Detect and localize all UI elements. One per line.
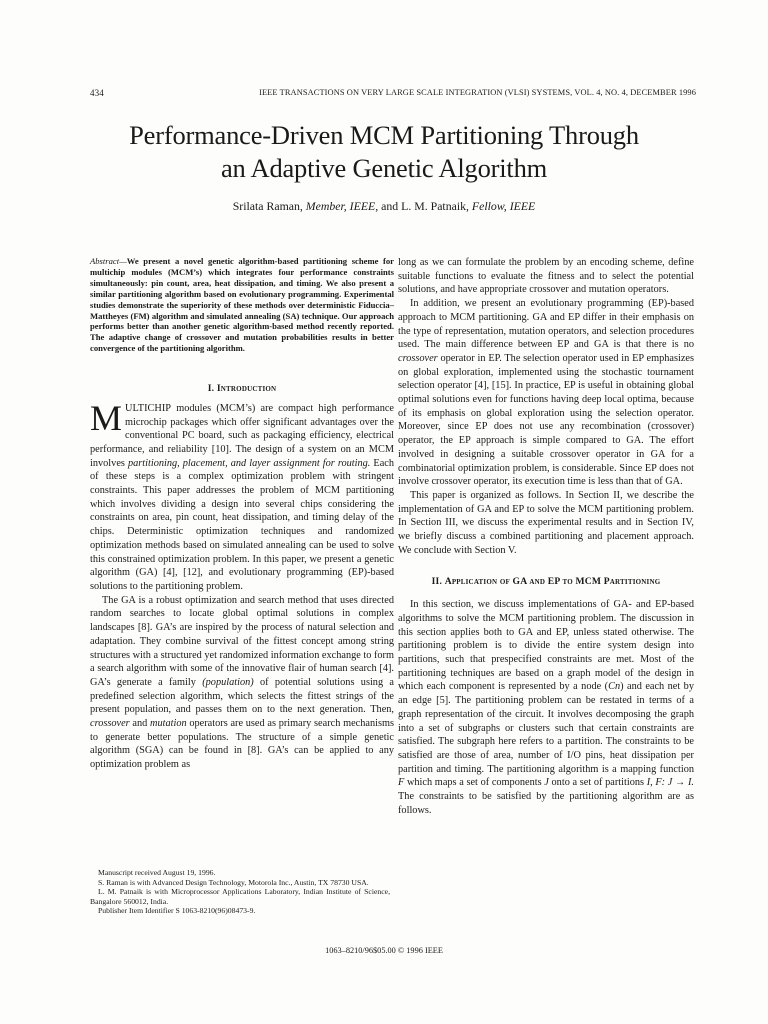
author-1: Srilata Raman, [232, 199, 303, 213]
section-2-paragraph-1 [398, 598, 694, 817]
title-line-1: Performance-Driven MCM Partitioning Through [129, 120, 639, 150]
right-p2-text-b: operator in EP. The selection operator used in EP emphasizes on global exploration, implemented using the stochastic tournament selection operator [4], [15]. In practice, EP is useful in obtaining global optimal solutions even for functions having deep local optima, because of its emphasis on global exploration using the selection operator. Moreover, since EP does not use any recombination (crossover) operator, the EP approach is simple compared to GA. The effort involved in designing a suitable crossover operator in GA for a combinatorial optimization problem, is considerable. Since EP does not involve crossover operator, its execution time is less than that of GA. [398, 352, 694, 488]
right-paragraph-2 [398, 297, 694, 489]
author-2: L. M. Patnaik, [401, 199, 469, 213]
title-line-2: an Adaptive Genetic Algorithm [220, 153, 548, 183]
author-conjunction: and [381, 199, 399, 213]
intro-p2-text-a: The GA is a robust optimization and search method that uses directed random searches to locate global optimal solutions in complex landscapes [8]. GA’s are inspired by the process of natural selection and adaptation. They combine survival of the fittest concept among string structures with a structured yet randomized information exchange to form a search algorithm with some of the innovative flair of human search [4]. GA’s generate a family [90, 594, 394, 688]
right-p2-text-a: In addition, we present an evolutionary programming (EP)-based approach to MCM partitioning. GA and EP differ in their emphasis on the type of representation, mutation operators, and selection procedures used. The main difference between EP and GA is that there is no [398, 298, 694, 351]
copyright-code: 1063–8210/96$05.00 © 1996 IEEE [325, 946, 443, 955]
left-column [90, 256, 394, 772]
section-2-title: Application of GA and EP to MCM Partitioning [444, 576, 661, 588]
intro-p1-emphasis: partitioning, placement, and layer assignment for routing. [127, 457, 371, 469]
abstract-label: Abstract— [90, 256, 127, 266]
sec2-var-j: J [544, 777, 549, 789]
sec2-var-cn: Cn [608, 681, 621, 693]
author-line [0, 199, 768, 214]
author-2-title: Fellow, IEEE [471, 199, 536, 213]
intro-p2-text-c: and [129, 718, 151, 730]
drop-cap-word: ULTICHIP [125, 402, 171, 414]
section-2-number: II. [431, 576, 443, 588]
intro-paragraph-2 [90, 594, 394, 772]
intro-p1-text-a: modules (MCM’s) are compact high performance microchip packages which offer significant advantages over the conventional PC board, such as packaging efficiency, electrical performance, and reliability [10]. The design of a system on an MCM involves [90, 402, 394, 469]
right-column [398, 256, 694, 817]
abstract [90, 256, 394, 354]
section-1-number: I. [207, 383, 215, 395]
abstract-text: We present a novel genetic algorithm-based partitioning scheme for multichip modules (MCM’s) which integrates four performance constraints simultaneously: pin count, area, heat dissipation, and timing. We also present a similar partitioning algorithm based on evolutionary programming. Experimental studies demonstrate the superiority of these methods over deterministic Fiduccia–Mattheyes (FM) algorithm and simulated annealing (SA) technique. Our approach performs better than another genetic algorithm-based method recently reported. The adaptive change of crossover and mutation probabilities results in better convergence of the partitioning algorithm. [90, 256, 394, 354]
intro-p1-text-b: Each of these steps is a complex optimization problem with stringent constraints. This paper addresses the problem of MCM partitioning which involves dividing a design into several chips considering the constraints on area, pin count, heat dissipation, and timing delay of the chips. Deterministic optimization techniques and randomized optimization methods based on simulated annealing can be used to solve this constrained optimization problem. In this paper, we present a genetic algorithm (GA) [4], [12], and evolutionary programming (EP)-based solutions to the partitioning problem. [90, 457, 395, 592]
paper-title [0, 119, 768, 185]
right-paragraph-1: long as we can formulate the problem by an encoding scheme, define suitable functions to evaluate the fitness and to select the potential solutions, and have appropriate crossover and mutation operators. [398, 257, 694, 296]
running-head [90, 88, 696, 98]
footnote-received: Manuscript received August 19, 1996. [98, 868, 216, 877]
intro-p2-emphasis-crossover: crossover [90, 718, 130, 730]
sec2-text-b: ) and each net by an edge [5]. The partitioning problem can be restated in terms of a graph representation of the circuit. It involves decomposing the graph into a set of subgraphs or clusters such that certain constraints are satisfied. The subgraph here refers to a partition. The constraints to be satisfied are those of area, number of I/O pins, heat dissipation per partition and timing. The partitioning algorithm is a mapping function [398, 681, 694, 775]
section-2-heading [398, 575, 694, 589]
intro-p2-text-b: of potential solutions using a predefined selection algorithm, which selects the fittest strings of the present population, and passes them on to the next generation. Then, [90, 676, 394, 716]
sec2-text-c: which maps a set of components [404, 777, 545, 789]
right-p2-emphasis: crossover [398, 352, 438, 364]
footnote-author-1: S. Raman is with Advanced Design Technology, Motorola Inc., Austin, TX 78730 USA. [98, 877, 369, 887]
page-number: 434 [90, 88, 104, 98]
sec2-var-i: I [646, 777, 651, 789]
right-paragraph-3: This paper is organized as follows. In Section II, we describe the implementation of GA and EP to solve the MCM partitioning problem. In Section III, we discuss the experimental results and in Section IV, we briefly discuss a combined partitioning and placement approach. We conclude with Section V. [398, 489, 694, 556]
section-1-title: Introduction [216, 383, 277, 395]
footnote-author-2: L. M. Patnaik is with Microprocessor Applications Laboratory, Indian Institute of Science, Bangalore 560012, India. [90, 887, 390, 906]
sec2-text-f: The constraints to be satisfied by the partitioning algorithm are as follows. [398, 791, 694, 816]
author-1-title: Member, IEEE, [305, 199, 379, 213]
intro-p2-emphasis-mutation: mutation [150, 718, 187, 730]
drop-cap-letter: M [90, 397, 123, 438]
footnote-publisher-id: Publisher Item Identifier S 1063-8210(96)08473-9. [98, 906, 256, 916]
intro-p2-emphasis-population: (population) [202, 676, 254, 688]
sec2-text-d: onto a set of partitions [548, 777, 647, 789]
intro-p2-text-d: operators are used as primary search mechanisms to generate better populations. The structure of a simple genetic algorithm (SGA) can be found in [8]. GA’s can be applied to any optimization problem as [90, 718, 394, 771]
section-1-heading [90, 382, 394, 396]
journal-name: IEEE TRANSACTIONS ON VERY LARGE SCALE INTEGRATION (VLSI) SYSTEMS, VOL. 4, NO. 4, DECEMBER 1996 [259, 88, 696, 97]
sec2-mapping: F: J → I. [655, 777, 695, 789]
sec2-text-a: In this section, we discuss implementations of GA- and EP-based algorithms to solve the MCM partitioning problem. The discussion in this section applies both to GA and EP, unless stated otherwise. The partitioning problem is to divide the entire system design into partitions, such that prespecified constraints are met. Most of the partitioning techniques are based on a graph model of the design in which each component is represented by a node ( [398, 599, 694, 693]
sec2-var-f: F [398, 777, 405, 789]
footnotes [90, 868, 390, 916]
intro-paragraph-1 [90, 397, 395, 594]
sec2-text-e: , [650, 777, 656, 789]
